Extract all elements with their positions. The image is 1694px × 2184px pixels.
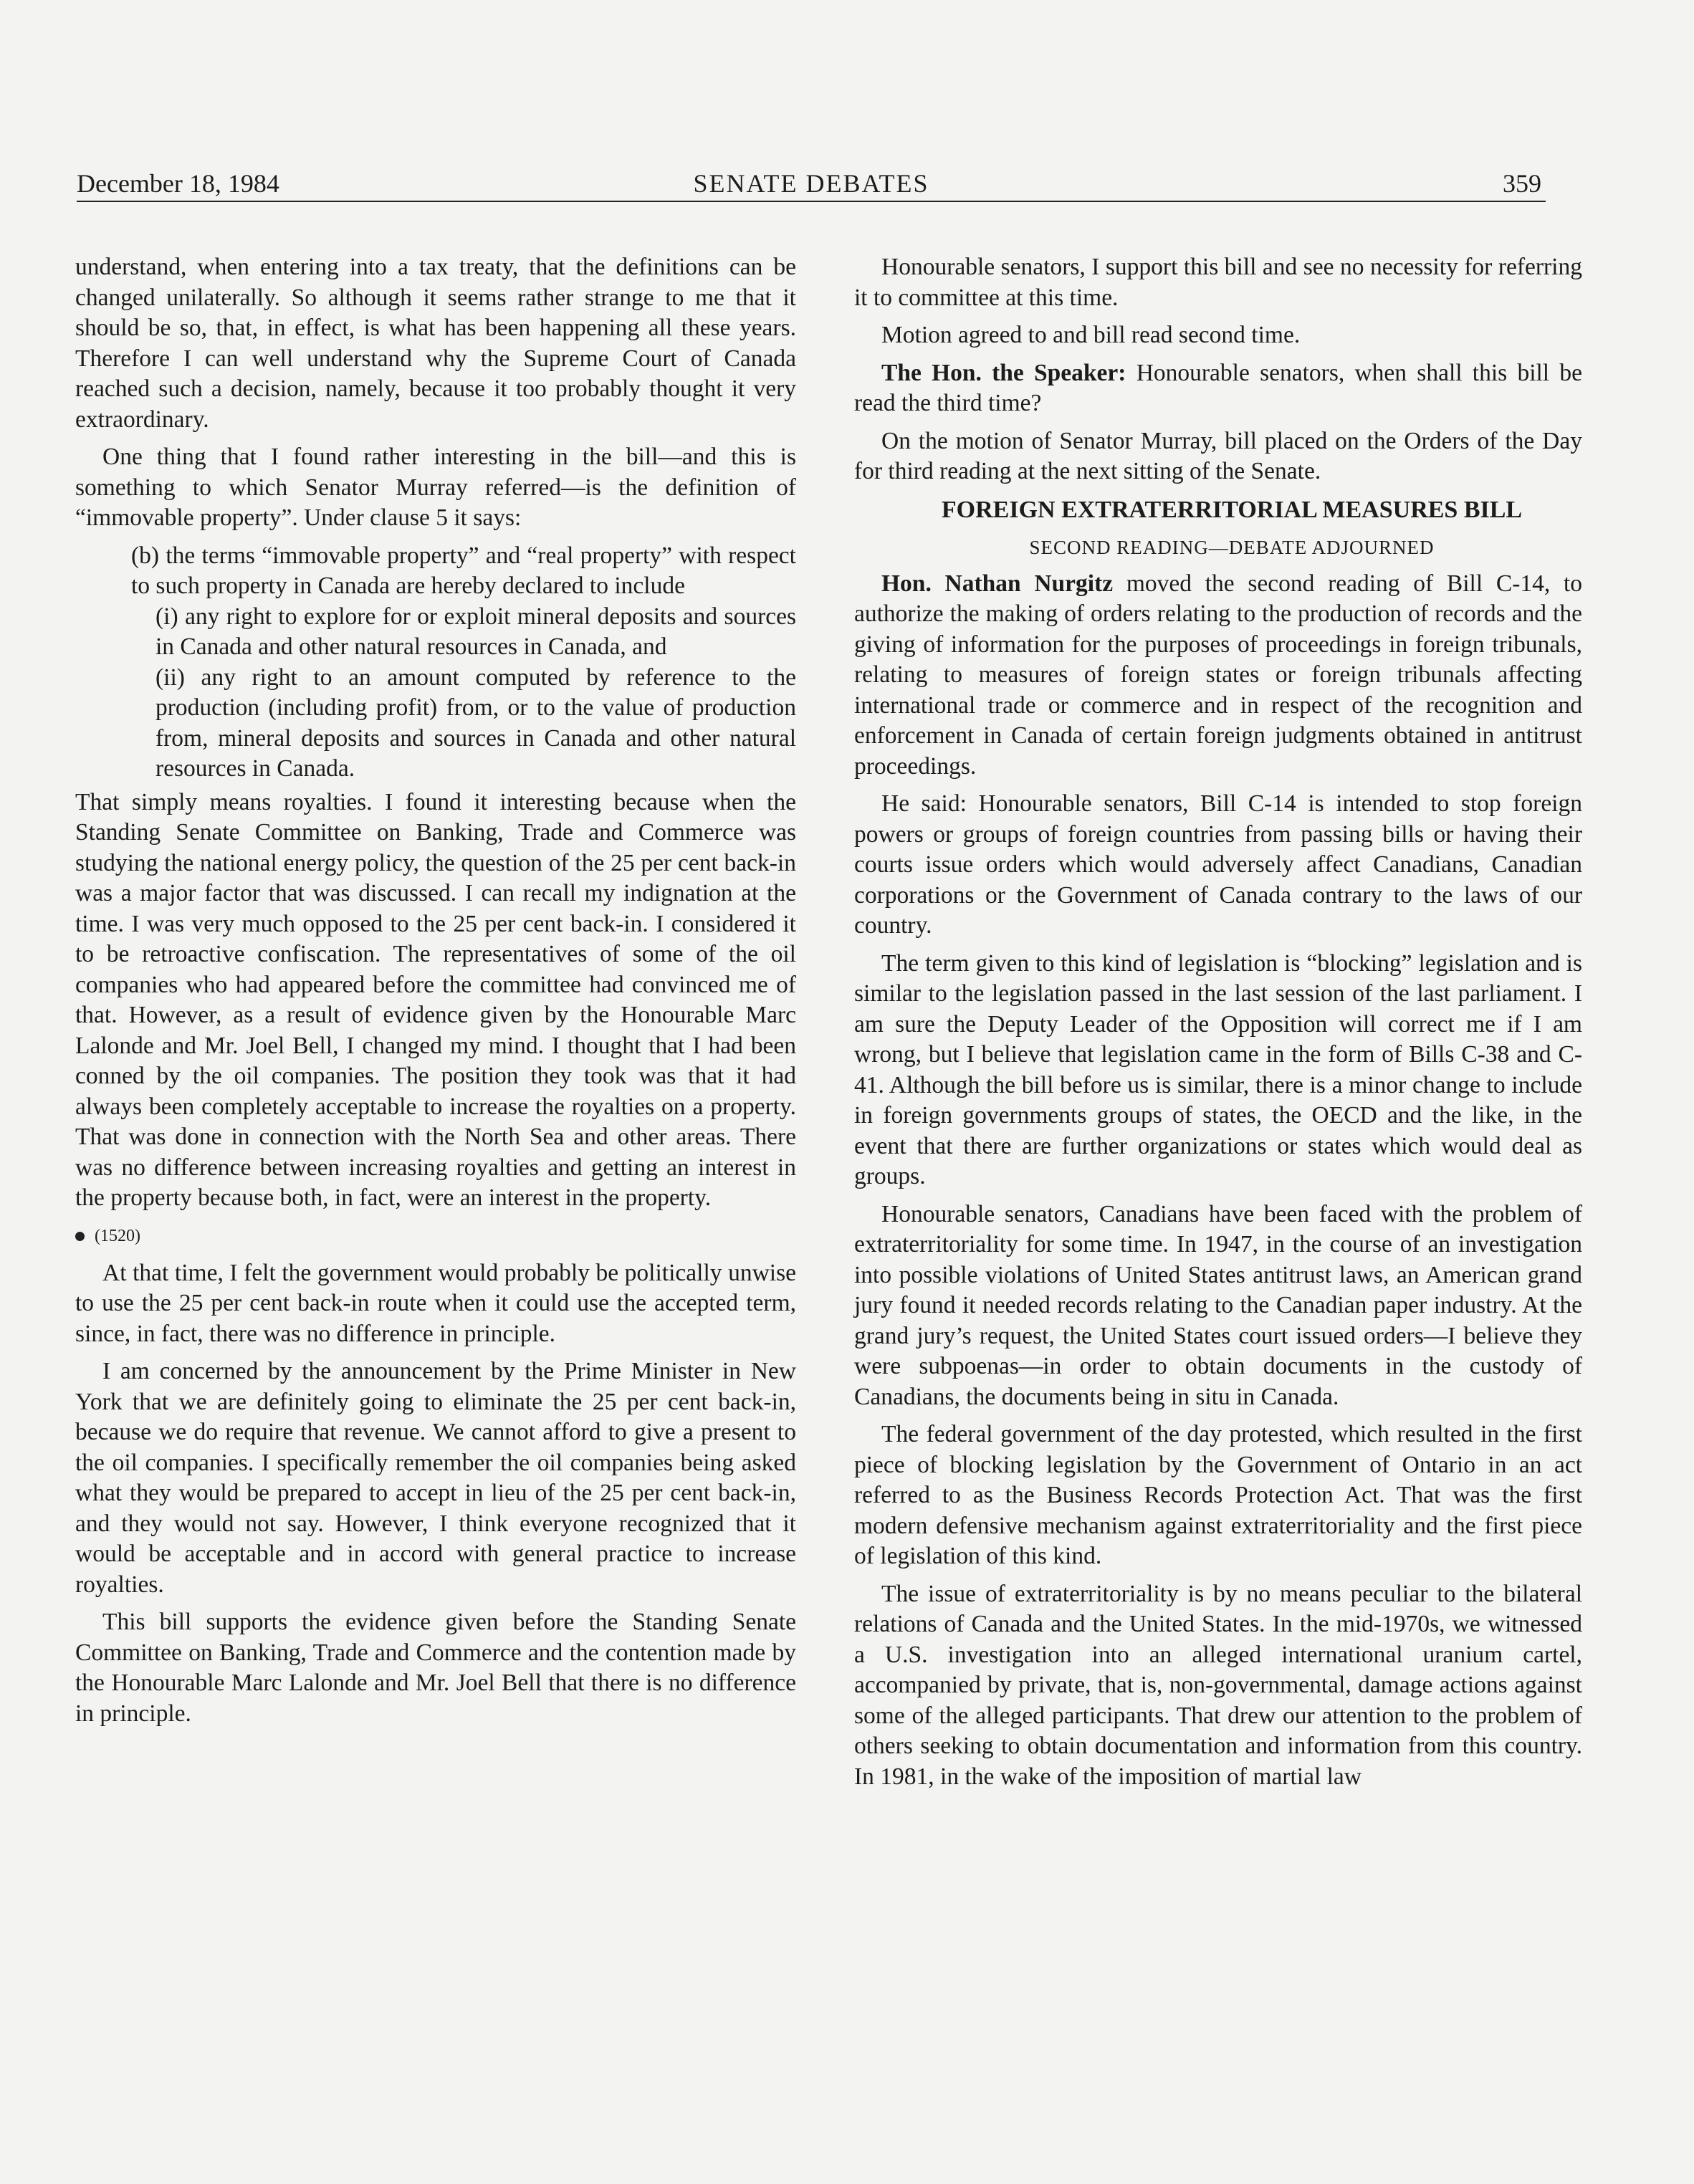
header-title: SENATE DEBATES: [693, 169, 929, 198]
paragraph: The issue of extraterritoriality is by no means peculiar to the bilateral relations of Canada and the United States. In the mid-1970s, we witnessed a U.S. investigation into an alleged international uranium cartel, accompanied by private, that is, non-governmental, damage actions against some of the alleged participants. That drew our attention to the problem of others seeking to obtain documentation and information from this country. In 1981, in the wake of the imposition of martial law: [854, 1580, 1582, 1790]
right-column: [854, 252, 1582, 1799]
paragraph: He said: Honourable senators, Bill C-14 is intended to stop foreign powers or groups of foreign countries from passing bills or having their courts issue orders which would adversely affect Canadians, Canadian corporations or the Government of Canada contrary to the laws of our country.: [854, 790, 1582, 939]
header-date: December 18, 1984: [77, 169, 279, 198]
bill-title: FOREIGN EXTRATERRITORIAL MEASURES BILL: [941, 496, 1523, 523]
paragraph: The term given to this kind of legislation is “blocking” legislation and is similar to the legislation passed in the last session of the last parliament. I am sure the Deputy Leader of the Opposition will correct me if I am wrong, but I believe that legislation came in the form of Bills C-38 and C-41. Although the bill before us is similar, there is a minor change to include in foreign governments groups of states, the OECD and the like, in the event that there are further organizations or states which would deal as groups.: [854, 949, 1582, 1189]
paragraph: Honourable senators, I support this bill and see no necessity for referring it to committee at this time.: [854, 254, 1582, 311]
paragraph: Motion agreed to and bill read second time.: [881, 322, 1301, 348]
paragraph: This bill supports the evidence given before the Standing Senate Committee on Banking, Trade and Commerce and the contention made by the Honourable Marc Lalonde and Mr. Joel Bell that there is no difference in principle.: [75, 1609, 796, 1727]
paragraph: One thing that I found rather interesting in the bill—and this is something to which Senator Murray referred—is the definition of “immovable property”. Under clause 5 it says:: [75, 444, 796, 531]
time-marker-label: (1520): [95, 1226, 140, 1245]
speaker-name: Hon. Nathan Nurgitz: [881, 570, 1114, 597]
quoted-subclause: (i) any right to explore for or exploit mineral deposits and sources in Canada and other natural resources in Canada, and: [155, 603, 796, 660]
page-number: 359: [1503, 169, 1541, 198]
paragraph: That simply means royalties. I found it interesting because when the Standing Senate Committee on Banking, Trade and Commerce was studying the national energy policy, the question of the 25 per cent back-in was a major factor that was discussed. I can recall my indignation at the time. I was very much opposed to the 25 per cent back-in. I considered it to be retroactive confiscation. The representatives of some of the oil companies who had appeared before the committee had convinced me of that. However, as a result of evidence given by the Honourable Marc Lalonde and Mr. Joel Bell, I changed my mind. I thought that I had been conned by the oil companies. The position they took was that it had always been completely acceptable to increase the royalties on a property. That was done in connection with the North Sea and other areas. There was no difference between increasing royalties and getting an interest in the property because both, in fact, were an interest in the property.: [75, 788, 796, 1211]
paragraph: Honourable senators, Canadians have been faced with the problem of extraterritoriality for some time. In 1947, in the course of an investigation into possible violations of United States antitrust laws, an American grand jury found it needed records relating to the Canadian paper industry. At the grand jury’s request, the United States court issued orders—I believe they were subpoenas—in order to obtain documents in the custody of Canadians, the documents being in situ in Canada.: [854, 1200, 1582, 1410]
paragraph: [854, 358, 1582, 419]
paragraph: understand, when entering into a tax treaty, that the definitions can be changed unilaterally. So although it seems rather strange to me that it should be so, that, in effect, is what has been happening all these years. Therefore I can well understand why the Supreme Court of Canada reached such a decision, namely, because it too probably thought it very extraordinary.: [75, 254, 796, 433]
bullet-icon: [75, 1232, 85, 1241]
paragraph: The federal government of the day protested, which resulted in the first piece of blocking legislation by the Government of Ontario in an act referred to as the Business Records Protection Act. That was the first modern defensive mechanism against extraterritoriality and the first piece of legislation of this kind.: [854, 1421, 1582, 1569]
quoted-subclause: (ii) any right to an amount computed by reference to the production (including profit) from, or to the value of production from, mineral deposits and sources in Canada and other natural resources in Canada.: [155, 664, 796, 782]
speech-text: Honourable senators, when shall this bill be read the third time?: [854, 359, 1582, 416]
bill-subtitle: SECOND READING—DEBATE ADJOURNED: [1029, 536, 1435, 558]
paragraph: [854, 569, 1582, 782]
speaker-name: The Hon. the Speaker:: [881, 359, 1126, 386]
paragraph: I am concerned by the announcement by the Prime Minister in New York that we are definitely going to eliminate the 25 per cent back-in, because we do require that revenue. We cannot afford to give a present to the oil companies. I specifically remember the oil companies being asked what they would be prepared to accept in lieu of the 25 per cent back-in, and they would not say. However, I think everyone recognized that it would be acceptable and in accord with general practice to increase royalties.: [75, 1358, 796, 1598]
quoted-clause: (b) the terms “immovable property” and “real property” with respect to such property in Canada are hereby declared to include: [131, 542, 796, 599]
page-header: [77, 166, 1546, 202]
speech-text: moved the second reading of Bill C-14, to authorize the making of orders relating to the production of records and the giving of information for the purposes of proceedings in foreign tribunals, relating to measures of foreign states or foreign tribunals affecting international trade or commerce and in respect of the recognition and enforcement in Canada of certain foreign judgments obtained in antitrust proceedings.: [854, 570, 1582, 780]
left-column: [75, 252, 796, 1736]
time-marker: [75, 1221, 796, 1251]
paragraph: At that time, I felt the government would probably be politically unwise to use the 25 per cent back-in route when it could use the accepted term, since, in fact, there was no difference in principle.: [75, 1259, 796, 1347]
paragraph: On the motion of Senator Murray, bill placed on the Orders of the Day for third reading at the next sitting of the Senate.: [854, 427, 1582, 484]
